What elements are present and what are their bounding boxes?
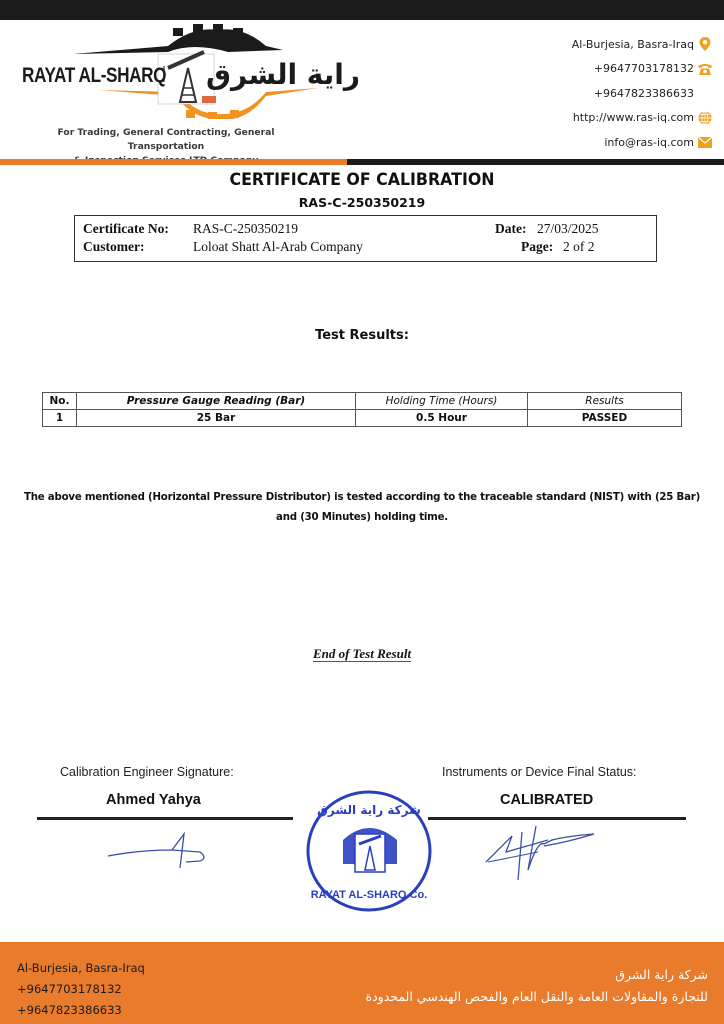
column-header-results: Results <box>528 393 682 410</box>
contact-phone-2 <box>572 81 712 106</box>
page-value: 2 of 2 <box>563 239 595 254</box>
footer-company-name-ar: شركة راية الشرق <box>615 967 708 982</box>
company-stamp-icon <box>305 790 433 912</box>
engineer-signature-label: Calibration Engineer Signature: <box>60 765 234 779</box>
engineer-name: Ahmed Yahya <box>106 792 201 808</box>
engineer-signature-icon <box>100 828 210 873</box>
contact-address-text: Al-Burjesia, Basra-Iraq <box>571 37 694 51</box>
cell-pressure: 25 Bar <box>77 410 356 427</box>
test-statement <box>20 488 704 528</box>
contact-phone-1-text: +9647703178132 <box>593 62 694 76</box>
final-status-label: Instruments or Device Final Status: <box>442 765 637 779</box>
cell-holding-time: 0.5 Hour <box>356 410 528 427</box>
footer-address: Al-Burjesia, Basra-Iraq <box>17 961 145 975</box>
top-bar <box>0 0 724 20</box>
page-label: Page: <box>521 239 554 254</box>
footer <box>0 942 724 1024</box>
status-signature-icon <box>478 822 598 892</box>
column-header-no: No. <box>43 393 77 410</box>
certificate-info-box <box>74 215 657 262</box>
date-label: Date: <box>495 221 527 236</box>
table-header-row <box>43 393 682 410</box>
header-divider-dark <box>347 159 724 165</box>
column-header-holding-time: Holding Time (Hours) <box>356 393 528 410</box>
cell-result: PASSED <box>528 410 682 427</box>
contact-phone-2-text: +9647823386633 <box>593 86 694 100</box>
contact-phone-1 <box>572 57 712 82</box>
company-logo <box>18 24 361 119</box>
certificate-title: CERTIFICATE OF CALIBRATION <box>229 170 495 190</box>
info-row-certificate <box>83 221 648 239</box>
final-status-value: CALIBRATED <box>500 792 594 808</box>
logo-name-en: RAYAT AL-SHARQ <box>22 64 167 87</box>
certificate-no-label: Certificate No: <box>83 221 169 236</box>
footer-phone-2: +9647823386633 <box>17 1003 122 1017</box>
footer-contacts <box>17 958 145 1021</box>
tagline-line-1: For Trading, General Contracting, General Transportation <box>57 127 275 152</box>
contact-email[interactable] <box>572 130 712 155</box>
envelope-icon <box>698 135 712 149</box>
status-signature-line <box>428 817 686 820</box>
header-divider-orange <box>0 159 347 165</box>
footer-company-description-ar: للتجارة والمقاولات العامة والنقل العام والفحص الهندسي المحدودة <box>365 989 708 1004</box>
info-row-customer <box>83 239 648 257</box>
cell-no: 1 <box>43 410 77 427</box>
certificate-number-heading: RAS-C-250350219 <box>298 195 426 210</box>
statement-line-2: and (30 Minutes) holding time. <box>276 512 448 523</box>
certificate-no-value: RAS-C-250350219 <box>193 221 299 236</box>
end-of-test-result <box>0 646 724 662</box>
globe-icon <box>698 111 712 125</box>
contact-website[interactable] <box>572 106 712 131</box>
end-of-test-result-text: End of Test Result <box>312 646 412 661</box>
stamp-arabic-text: شركة راية الشرق <box>317 803 421 817</box>
column-header-pressure: Pressure Gauge Reading (Bar) <box>77 393 356 410</box>
engineer-signature-line <box>37 817 293 820</box>
contact-email-link[interactable]: info@ras-iq.com <box>604 135 694 149</box>
contact-address <box>572 32 712 57</box>
test-results-heading: Test Results: <box>315 328 409 343</box>
logo-name-ar: راية الشرق <box>206 58 361 91</box>
location-pin-icon <box>698 37 712 51</box>
footer-company-arabic <box>366 964 708 1008</box>
test-results-table <box>42 392 682 427</box>
contact-website-link[interactable]: http://www.ras-iq.com <box>572 111 694 125</box>
stamp-english-text: RAYAT AL-SHARQ Co. <box>310 889 428 901</box>
table-row <box>43 410 682 427</box>
header-contacts <box>572 32 712 155</box>
customer-label: Customer: <box>83 239 145 254</box>
date-value: 27/03/2025 <box>537 221 599 236</box>
statement-line-1: The above mentioned (Horizontal Pressure Distributor) is tested according to the traceable standard (NIST) with (25 Bar) <box>23 492 701 503</box>
footer-phone-1: +9647703178132 <box>17 982 122 996</box>
customer-value: Loloat Shatt Al-Arab Company <box>193 239 363 254</box>
telephone-icon <box>698 62 712 76</box>
